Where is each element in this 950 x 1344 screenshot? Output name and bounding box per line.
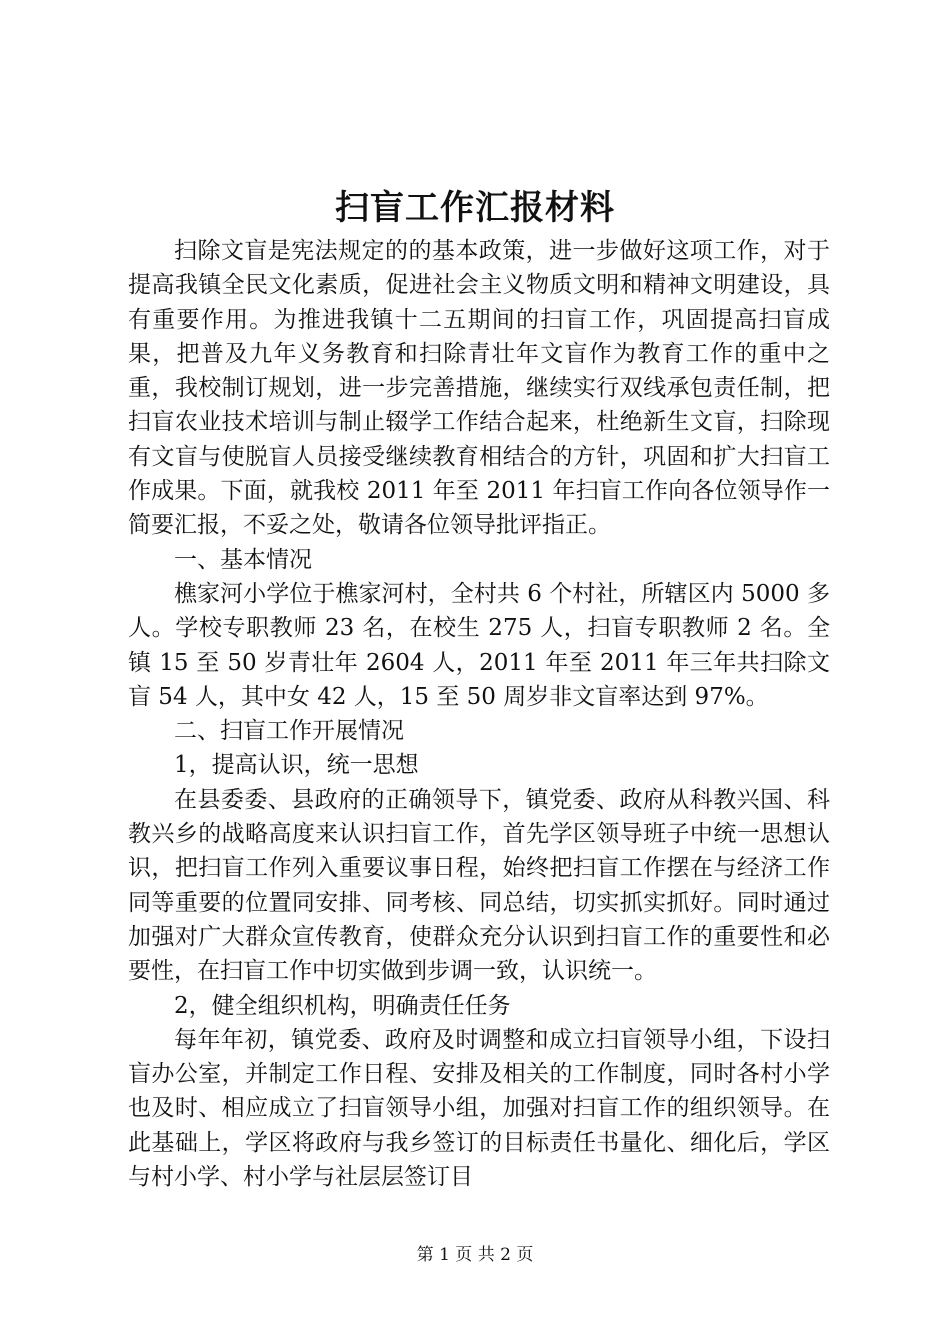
- section-heading-basic-situation: 一、基本情况: [174, 546, 312, 573]
- raise-awareness-paragraph: 在县委委、县政府的正确领导下，镇党委、政府从科教兴国、科教兴乡的战略高度来认识扫盲工作，首先学区领导班子中统一思想认识，把扫盲工作列入重要议事日程，始终把扫盲工作摆在与经济工作同等重要的位置同安排、同考核、同总结，切实抓实抓好。同时通过加强对广大群众宣传教育，使群众充分认识到扫盲工作的重要性和必要性，在扫盲工作中切实做到步调一致，认识统一。: [128, 786, 830, 985]
- section-heading-work-progress: 二、扫盲工作开展情况: [174, 718, 404, 745]
- document-title: 扫盲工作汇报材料: [335, 188, 615, 228]
- subheading-raise-awareness: 1，提高认识，统一思想: [174, 752, 419, 779]
- subheading-organization: 2，健全组织机构，明确责任任务: [174, 992, 511, 1019]
- page-footer: 第 1 页 共 2 页: [416, 1245, 534, 1265]
- basic-situation-paragraph: 樵家河小学位于樵家河村，全村共 6 个村社，所辖区内 5000 多人。学校专职教师 23 名，在校生 275 人，扫盲专职教师 2 名。全镇 15 至 50 岁青壮年 2604 人，2011 年至 2011 年三年共扫除文盲 54 人，其中女 42 人，15 至 50 周岁非文盲率达到 97%。: [128, 580, 830, 710]
- organization-paragraph: 每年年初，镇党委、政府及时调整和成立扫盲领导小组，下设扫盲办公室，并制定工作日程、安排及相关的工作制度，同时各村小学也及时、相应成立了扫盲领导小组，加强对扫盲工作的组织领导。在此基础上，学区将政府与我乡签订的目标责任书量化、细化后，学区与村小学、村小学与社层层签订目: [128, 1026, 830, 1191]
- intro-paragraph: 扫除文盲是宪法规定的的基本政策，进一步做好这项工作，对于提高我镇全民文化素质，促进社会主义物质文明和精神文明建设，具有重要作用。为推进我镇十二五期间的扫盲工作，巩固提高扫盲成果，把普及九年义务教育和扫除青壮年文盲作为教育工作的重中之重，我校制订规划，进一步完善措施，继续实行双线承包责任制，把扫盲农业技术培训与制止辍学工作结合起来，杜绝新生文盲，扫除现有文盲与使脱盲人员接受继续教育相结合的方针，巩固和扩大扫盲工作成果。下面，就我校 2011 年至 2011 年扫盲工作向各位领导作一简要汇报，不妥之处，敬请各位领导批评指正。: [128, 238, 830, 539]
- document-body: [128, 234, 830, 1194]
